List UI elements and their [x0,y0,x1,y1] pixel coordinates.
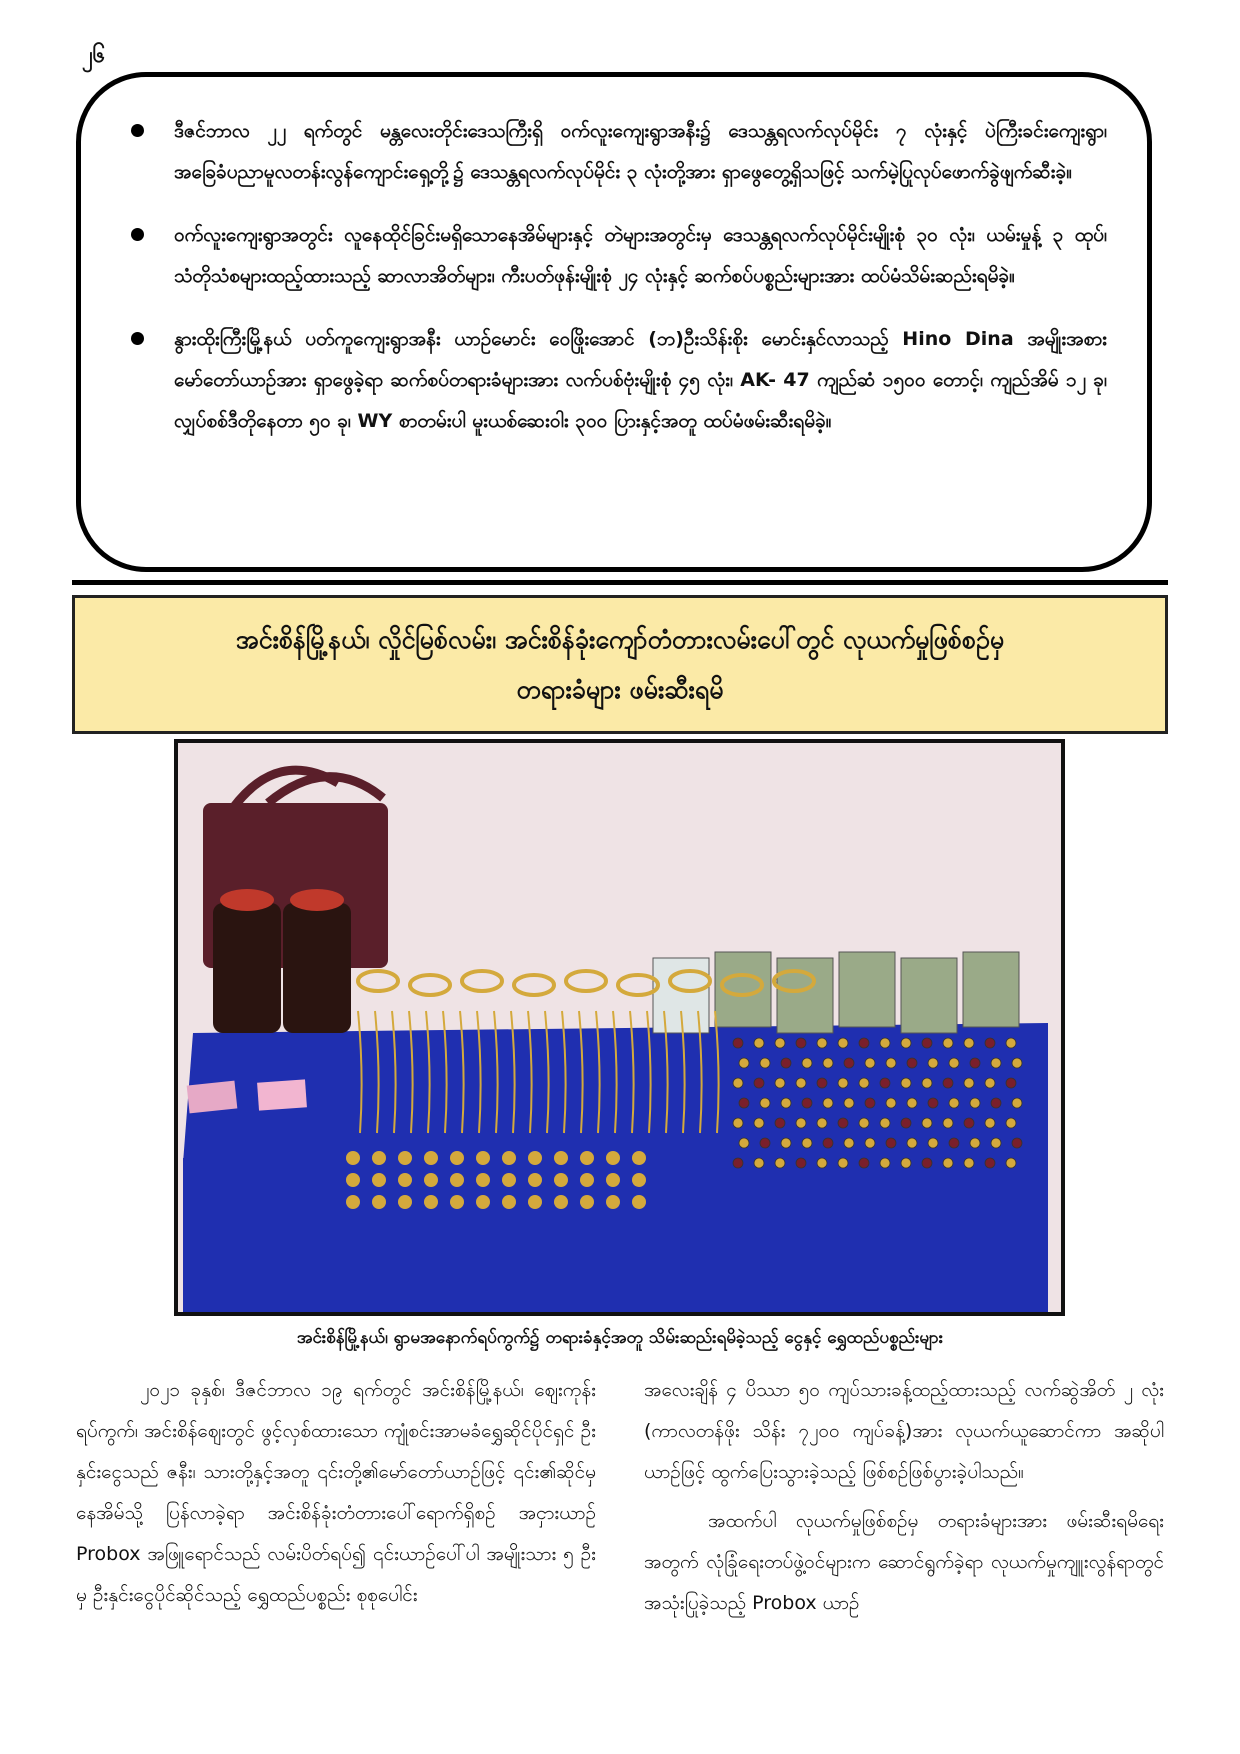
bullet-item [131,215,1107,297]
photo-ring [886,1098,896,1108]
photo-pendant [424,1173,438,1187]
photo-pendant [372,1195,386,1209]
photo-ring [985,1078,995,1088]
photo-pendant [632,1151,646,1165]
photo-ring [760,1058,770,1068]
photo-pendant [554,1151,568,1165]
photo-ring [754,1038,764,1048]
photo-ring [964,1078,974,1088]
photo-pendant [398,1173,412,1187]
photo-ring [760,1098,770,1108]
photo-ring [985,1038,995,1048]
photo-pendant [528,1195,542,1209]
photo-pendant [450,1173,464,1187]
photo-ring [901,1038,911,1048]
photo-ring [907,1058,917,1068]
photo-ring [859,1078,869,1088]
photo-ring [838,1118,848,1128]
photo-ring [901,1118,911,1128]
photo-ring [817,1038,827,1048]
photo-pendant [606,1151,620,1165]
photo-ring [838,1038,848,1048]
photo-ring [943,1158,953,1168]
bullet-item [131,319,1107,442]
photo-pendant [346,1173,360,1187]
photo-pendant [632,1173,646,1187]
photo-ring [949,1058,959,1068]
photo-ring [754,1118,764,1128]
photo-pendant [450,1151,464,1165]
photo-ring [1006,1158,1016,1168]
article-column-left [76,1370,596,1624]
article-paragraph: အလေးချိန် ၄ ပိဿာ ၅၀ ကျပ်သားခန့်ထည့်ထားသည့် လက်ဆွဲအိတ် ၂ လုံး (ကာလတန်ဖိုး သိန်း ၇၂၀၀ ကျပ်ခန့်)အား လုယက်ယူဆောင်ကာ အဆိုပါယာဉ်ဖြင့် ထွက်ပြေးသွားခဲ့သည့် ဖြစ်စဉ်ဖြစ်ပွားခဲ့ပါသည်။ [644,1379,1164,1483]
photo-ring [802,1138,812,1148]
photo-ring [823,1138,833,1148]
photo-pendant [580,1173,594,1187]
bullet-dot-icon [131,228,144,241]
page-number: ၂၆ [82,43,106,68]
photo-ring [733,1078,743,1088]
photo-ring [1006,1038,1016,1048]
photo-ring [964,1038,974,1048]
photo-ring [1012,1098,1022,1108]
photo-cash-stack [777,958,833,1033]
photo-ring [886,1058,896,1068]
photo-ring [823,1058,833,1068]
photo-ring [880,1158,890,1168]
photo-ring [775,1078,785,1088]
photo-pendant [346,1195,360,1209]
photo-ring [754,1158,764,1168]
section-divider [72,580,1168,585]
photo-ring [949,1098,959,1108]
photo-ring [880,1078,890,1088]
photo-ring [943,1078,953,1088]
headline-line-2: တရားခံများ ဖမ်းဆီးရမိ [516,674,724,704]
photo-ring [1012,1138,1022,1148]
photo-ring [928,1098,938,1108]
photo-ring [901,1158,911,1168]
photo-ring [1006,1078,1016,1088]
photo-ring [739,1138,749,1148]
photo-ring [928,1058,938,1068]
photo-ring [922,1158,932,1168]
photo-ring [922,1038,932,1048]
photo-ring [817,1158,827,1168]
photo-ring [886,1138,896,1148]
photo-pendant [476,1195,490,1209]
photo-ring [880,1118,890,1128]
photo-ring [838,1158,848,1168]
photo-pendant [580,1151,594,1165]
photo-ring [859,1158,869,1168]
photo-ring [844,1058,854,1068]
photo-ring [802,1098,812,1108]
photo-ring [739,1098,749,1108]
photo-ring [796,1078,806,1088]
photo-ring [733,1118,743,1128]
headline [236,615,1004,715]
photo-pendant [554,1173,568,1187]
photo-pendant [476,1173,490,1187]
photo-pendant [528,1173,542,1187]
headline-box [72,595,1168,734]
photo-ring [775,1118,785,1128]
photo-ring [991,1058,1001,1068]
photo-ring [760,1138,770,1148]
photo-pendant [372,1173,386,1187]
photo-cash-stack [963,952,1019,1027]
photo-caption: အင်းစိန်မြို့နယ်၊ ရွာမအနောက်ရပ်ကွက်၌ တရားခံနှင့်အတူ သိမ်းဆည်းရမိခဲ့သည့် ငွေနှင့် ရွှေထည်ပစ္စည်းများ [296,1328,944,1348]
photo-ring [970,1138,980,1148]
photo-ring [733,1158,743,1168]
bullet-item [131,111,1107,193]
bullet-text: ဝက်လူးကျေးရွာအတွင်း လူနေထိုင်ခြင်းမရှိသောနေအိမ်များနှင့် တဲများအတွင်းမှ ဒေသန္တရလက်လုပ်မိုင်းမျိုးစုံ ၃၀ လုံး၊ ယမ်းမှုန့် ၃ ထုပ်၊ သံတိုသံစများထည့်ထားသည့် ဆာလာအိတ်များ၊ ကီးပတ်ဖုန်းမျိုးစုံ ၂၄ လုံးနှင့် ဆက်စပ်ပစ္စည်းများအား ထပ်မံသိမ်းဆည်းရမိခဲ့။ [174,224,1107,287]
article-column-right [644,1370,1164,1632]
photo-ring [754,1078,764,1088]
photo-pendant [476,1151,490,1165]
photo-pendant [424,1195,438,1209]
photo-id-card [187,1081,238,1114]
summary-bullet-box [76,72,1152,572]
photo-ring [739,1058,749,1068]
photo-pendant [554,1195,568,1209]
evidence-photo [174,739,1065,1316]
photo-ring [796,1038,806,1048]
photo-ring [802,1058,812,1068]
photo-ring [964,1158,974,1168]
photo-ring [901,1078,911,1088]
photo-ring [985,1158,995,1168]
bullet-dot-icon [131,124,144,137]
photo-ring [865,1138,875,1148]
photo-jar-right [283,889,351,1033]
photo-pendant [372,1151,386,1165]
photo-ring [844,1138,854,1148]
photo-ring [781,1058,791,1068]
photo-id-card [257,1079,307,1110]
photo-ring [844,1098,854,1108]
photo-ring [775,1158,785,1168]
photo-ring [733,1038,743,1048]
bullet-dot-icon [131,332,144,345]
photo-ring [907,1098,917,1108]
photo-ring [775,1038,785,1048]
photo-ring [922,1078,932,1088]
bullet-text: ဒီဇင်ဘာလ ၂၂ ရက်တွင် မန္တလေးတိုင်းဒေသကြီးရှိ ဝက်လူးကျေးရွာအနီး၌ ဒေသန္တရလက်လုပ်မိုင်း ၇ လုံးနှင့် ပဲကြီးခင်းကျေးရွာ၊ အခြေခံပညာမူလတန်းလွန်ကျောင်းရှေ့တို့၌ ဒေသန္တရလက်လုပ်မိုင်း ၃ လုံးတို့အား ရှာဖွေတွေ့ရှိသဖြင့် သက်မဲ့ပြုလုပ်ဖောက်ခွဲဖျက်ဆီးခဲ့။ [174,120,1107,183]
headline-line-1: အင်းစိန်မြို့နယ်၊ လှိုင်မြစ်လမ်း၊ အင်းစိန်ခုံးကျော်တံတားလမ်းပေါ်တွင် လုယက်မှုဖြစ်စဉ်မှ [235,624,1005,654]
photo-ring [796,1158,806,1168]
photo-ring [1006,1118,1016,1128]
photo-ring [817,1078,827,1088]
photo-cash-stack [901,958,957,1033]
photo-ring [838,1078,848,1088]
photo-pendant [346,1151,360,1165]
photo-ring [865,1058,875,1068]
photo-pendant [632,1195,646,1209]
evidence-photo-illustration [178,743,1061,1312]
photo-pendant [528,1151,542,1165]
photo-ring [970,1098,980,1108]
photo-ring [865,1098,875,1108]
photo-ring [880,1038,890,1048]
bullet-text: နွားထိုးကြီးမြို့နယ် ပတ်ကူကျေးရွာအနီး ယာဉ်မောင်း ဝေဖြိုးအောင် (ဘ)ဦးသိန်းစိုး မောင်းနှင်လာသည့် Hino Dina အမျိုးအစား မော်တော်ယာဉ်အား ရှာဖွေခဲ့ရာ ဆက်စပ်တရားခံများအား လက်ပစ်ဗုံးမျိုးစုံ ၄၅ လုံး၊ AK- 47 ကျည်ဆံ ၁၅၀၀ တောင့်၊ ကျည်အိမ် ၁၂ ခု၊ လျှပ်စစ်ဒီတိုနေတာ ၅၀ ခု၊ WY စာတမ်းပါ မူးယစ်ဆေးဝါး ၃၀၀ ပြားနှင့်အတူ ထပ်မံဖမ်းဆီးရမိခဲ့။ [174,328,1107,432]
photo-ring [928,1138,938,1148]
photo-ring [991,1098,1001,1108]
photo-ring [991,1138,1001,1148]
photo-ring [985,1118,995,1128]
photo-ring [949,1138,959,1148]
photo-pendant [502,1195,516,1209]
photo-pendant [580,1195,594,1209]
photo-ring [943,1118,953,1128]
photo-pendant [450,1195,464,1209]
photo-pendant [398,1151,412,1165]
photo-pendant [398,1195,412,1209]
photo-ring [859,1118,869,1128]
photo-ring [943,1038,953,1048]
photo-ring [817,1118,827,1128]
photo-ring [781,1098,791,1108]
photo-pendant [606,1195,620,1209]
photo-ring [1012,1058,1022,1068]
article-paragraph: အထက်ပါ လုယက်မှုဖြစ်စဉ်မှ တရားခံများအား ဖမ်းဆီးရမိရေးအတွက် လုံခြုံရေးတပ်ဖွဲ့ဝင်များက ဆောင်ရွက်ခဲ့ရာ လုယက်မှုကျူးလွန်ရာတွင် အသုံးပြုခဲ့သည့် Probox ယာဉ် [644,1510,1164,1614]
photo-pendant [424,1151,438,1165]
photo-ring [781,1138,791,1148]
photo-pendant [502,1151,516,1165]
photo-cash-stack [839,952,895,1027]
photo-ring [970,1058,980,1068]
article-paragraph: ၂၀၂၁ ခုနှစ်၊ ဒီဇင်ဘာလ ၁၉ ရက်တွင် အင်းစိန်မြို့နယ်၊ ဈေးကုန်းရပ်ကွက်၊ အင်းစိန်ဈေးတွင် ဖွင့်လှစ်ထားသော ကျုံစင်းအာမခံရွှေဆိုင်ပိုင်ရှင် ဦးနှင်းငွေသည် ဇနီး၊ သားတို့နှင့်အတူ ၎င်းတို့၏မော်တော်ယာဉ်ဖြင့် ၎င်း၏ဆိုင်မှ နေအိမ်သို့ ပြန်လာခဲ့ရာ အင်းစိန်ခုံးတံတားပေါ်ရောက်ရှိစဉ် အငှားယာဉ် Probox အဖြူရောင်သည် လမ်းပိတ်ရပ်၍ ၎င်းယာဉ်ပေါ်ပါ အမျိုးသား ၅ ဦးမှ ဦးနှင်းငွေပိုင်ဆိုင်သည့် ရွှေထည်ပစ္စည်း စုစုပေါင်း [76,1379,596,1606]
photo-ring [907,1138,917,1148]
photo-ring [964,1118,974,1128]
photo-jar-left [213,889,281,1033]
photo-ring [859,1038,869,1048]
photo-ring [823,1098,833,1108]
photo-ring [796,1118,806,1128]
photo-pendant [606,1173,620,1187]
photo-ring [922,1118,932,1128]
photo-pendant [502,1173,516,1187]
